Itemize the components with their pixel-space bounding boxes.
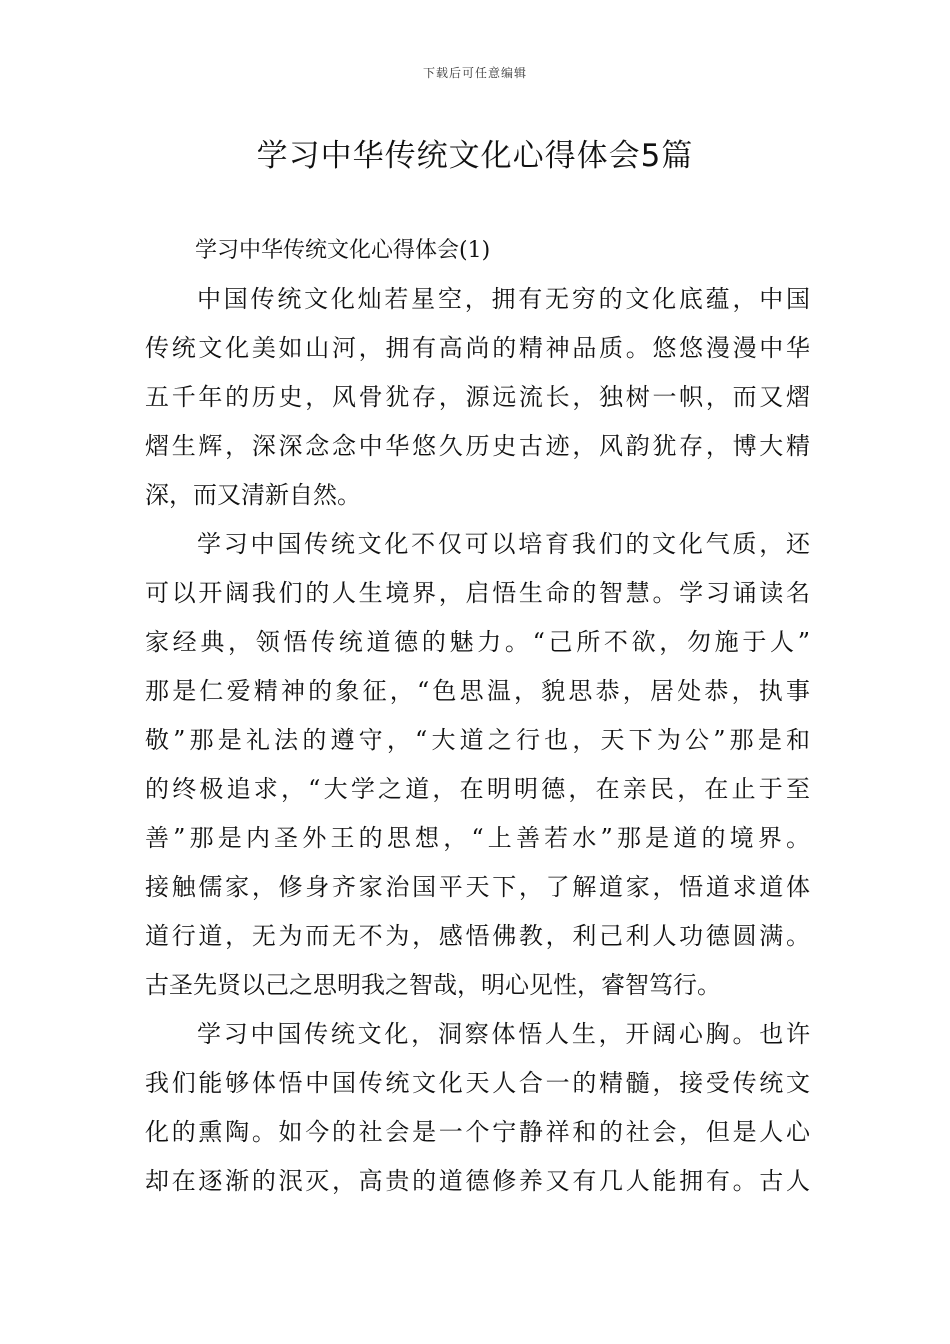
header-note: 下载后可任意编辑 (422, 66, 527, 80)
text-line: 深，而又清新自然。 (145, 481, 361, 509)
text-line: 熠生辉，深深念念中华悠久历史古迹，风韵犹存，博大精 (145, 432, 810, 460)
paragraph-2 (145, 520, 810, 1010)
text-line: 却在逐渐的泯灭，高贵的道德修养又有几人能拥有。古人 (145, 1167, 810, 1195)
text-line: 接触儒家，修身齐家治国平天下，了解道家，悟道求道体 (145, 873, 810, 901)
text-line: 可以开阔我们的人生境界，启悟生命的智慧。学习诵读名 (145, 579, 810, 607)
text-line: 化的熏陶。如今的社会是一个宁静祥和的社会，但是人心 (145, 1118, 810, 1146)
text-line: 学习中国传统文化，洞察体悟人生，开阔心胸。也许 (197, 1020, 810, 1048)
text-line: 敬”那是礼法的遵守，“大道之行也，天下为公”那是和 (145, 726, 810, 754)
document-body (145, 226, 810, 1206)
text-line: 善”那是内圣外王的思想，“上善若水”那是道的境界。 (145, 824, 810, 852)
text-line: 中国传统文化灿若星空，拥有无穷的文化底蕴，中国 (197, 285, 810, 313)
text-line: 我们能够体悟中国传统文化天人合一的精髓，接受传统文 (145, 1069, 810, 1097)
text-line: 五千年的历史，风骨犹存，源远流长，独树一帜，而又熠 (145, 383, 810, 411)
text-line: 古圣先贤以己之思明我之智哉，明心见性，睿智笃行。 (145, 971, 721, 999)
section-heading: 学习中华传统文化心得体会(1) (195, 238, 491, 263)
text-line: 道行道，无为而无不为，感悟佛教，利己利人功德圆满。 (145, 922, 810, 950)
text-line: 传统文化美如山河，拥有高尚的精神品质。悠悠漫漫中华 (145, 334, 810, 362)
document-title: 学习中华传统文化心得体会5篇 (256, 138, 694, 174)
text-line: 学习中国传统文化不仅可以培育我们的文化气质，还 (197, 530, 810, 558)
paragraph-3 (145, 1010, 810, 1206)
text-line: 那是仁爱精神的象征，“色思温，貌思恭，居处恭，执事 (145, 677, 810, 705)
text-line: 的终极追求，“大学之道，在明明德，在亲民，在止于至 (145, 775, 810, 803)
paragraph-1 (145, 275, 810, 520)
text-line: 家经典，领悟传统道德的魅力。“己所不欲，勿施于人” (145, 628, 810, 656)
